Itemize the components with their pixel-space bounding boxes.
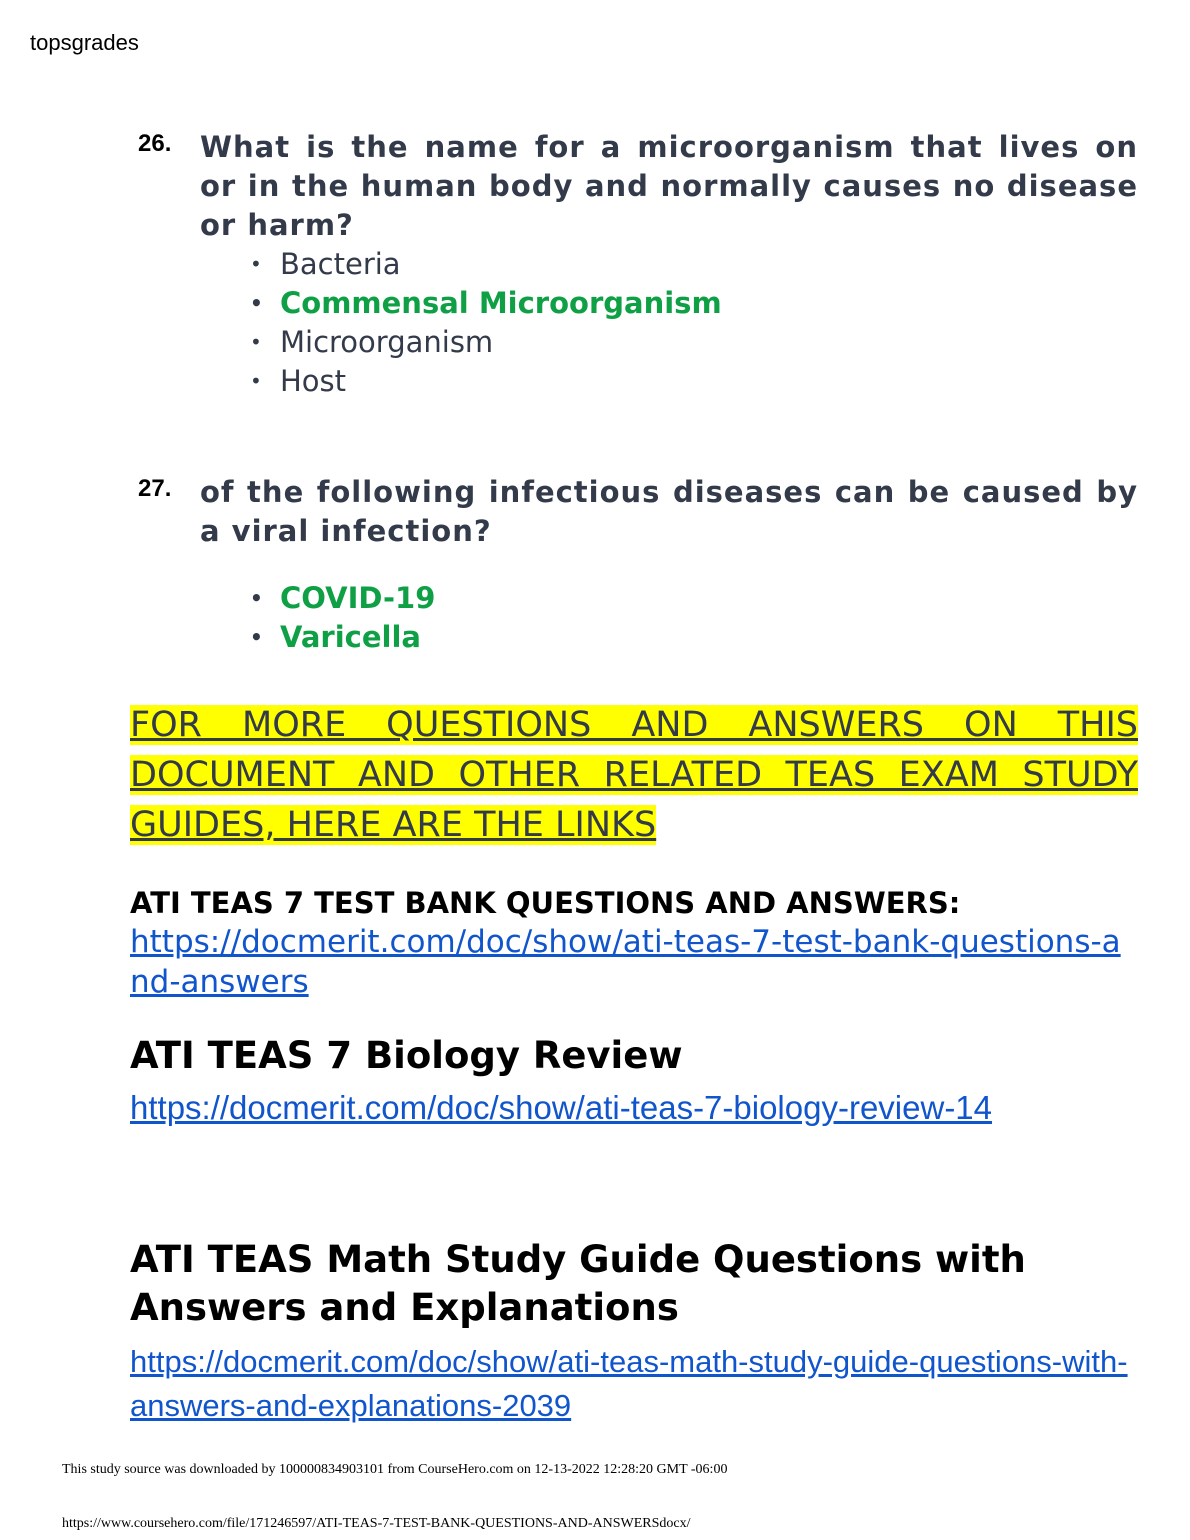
option-item-correct bbox=[248, 284, 1138, 323]
option-label: COVID-19 bbox=[280, 581, 436, 615]
option-label: Host bbox=[280, 364, 347, 398]
resource-title: ATI TEAS 7 TEST BANK QUESTIONS AND ANSWERS: bbox=[130, 886, 961, 920]
bullet-icon: • bbox=[250, 252, 262, 276]
resource-math-guide bbox=[130, 1236, 1140, 1428]
option-item bbox=[248, 323, 1138, 362]
source-url: https://www.coursehero.com/file/171246597/ATI-TEAS-7-TEST-BANK-QUESTIONS-AND-ANSWERSdocx/ bbox=[62, 1516, 691, 1531]
site-name: topsgrades bbox=[30, 30, 139, 55]
answer-options bbox=[138, 579, 1138, 657]
resource-test-bank bbox=[130, 884, 1140, 1002]
question-text: of the following infectious diseases can be caused by a viral infection? bbox=[200, 475, 1138, 548]
option-item bbox=[248, 245, 1138, 284]
resource-title: ATI TEAS Math Study Guide Questions with Answers and Explanations bbox=[130, 1238, 1026, 1329]
bullet-icon: • bbox=[250, 369, 262, 393]
question-27 bbox=[138, 473, 1138, 657]
option-item-correct bbox=[248, 579, 1138, 618]
option-label: Bacteria bbox=[280, 247, 401, 281]
bullet-icon: • bbox=[250, 625, 263, 649]
question-text: What is the name for a microorganism that lives on or in the human body and normally causes no disease or harm? bbox=[200, 130, 1138, 242]
resource-link[interactable]: https://docmerit.com/doc/show/ati-teas-7-test-bank-questions-and-answers bbox=[130, 924, 1121, 1000]
promo-notice bbox=[130, 700, 1138, 850]
option-label: Commensal Microorganism bbox=[280, 286, 722, 320]
option-label: Varicella bbox=[280, 620, 421, 654]
resource-title: ATI TEAS 7 Biology Review bbox=[130, 1034, 683, 1077]
promo-text: FOR MORE QUESTIONS AND ANSWERS ON THIS DOCUMENT AND OTHER RELATED TEAS EXAM STUDY GUIDES, HERE ARE THE LINKS bbox=[130, 705, 1138, 845]
option-label: Microorganism bbox=[280, 325, 494, 359]
option-item bbox=[248, 362, 1138, 401]
resource-biology-review bbox=[130, 1032, 1140, 1130]
question-number: 26. bbox=[138, 130, 172, 157]
bullet-icon: • bbox=[250, 330, 262, 354]
bullet-icon: • bbox=[250, 586, 263, 610]
option-item-correct bbox=[248, 618, 1138, 657]
download-note: This study source was downloaded by 100000834903101 from CourseHero.com on 12-13-2022 12:28:20 GMT -06:00 bbox=[62, 1462, 728, 1477]
question-number: 27. bbox=[138, 475, 172, 502]
bullet-icon: • bbox=[250, 291, 263, 315]
resource-link[interactable]: https://docmerit.com/doc/show/ati-teas-7-biology-review-14 bbox=[130, 1089, 993, 1126]
resource-link[interactable]: https://docmerit.com/doc/show/ati-teas-math-study-guide-questions-with-answers-and-explanations-2039 bbox=[130, 1344, 1128, 1423]
answer-options bbox=[138, 245, 1138, 401]
question-26 bbox=[138, 128, 1138, 401]
